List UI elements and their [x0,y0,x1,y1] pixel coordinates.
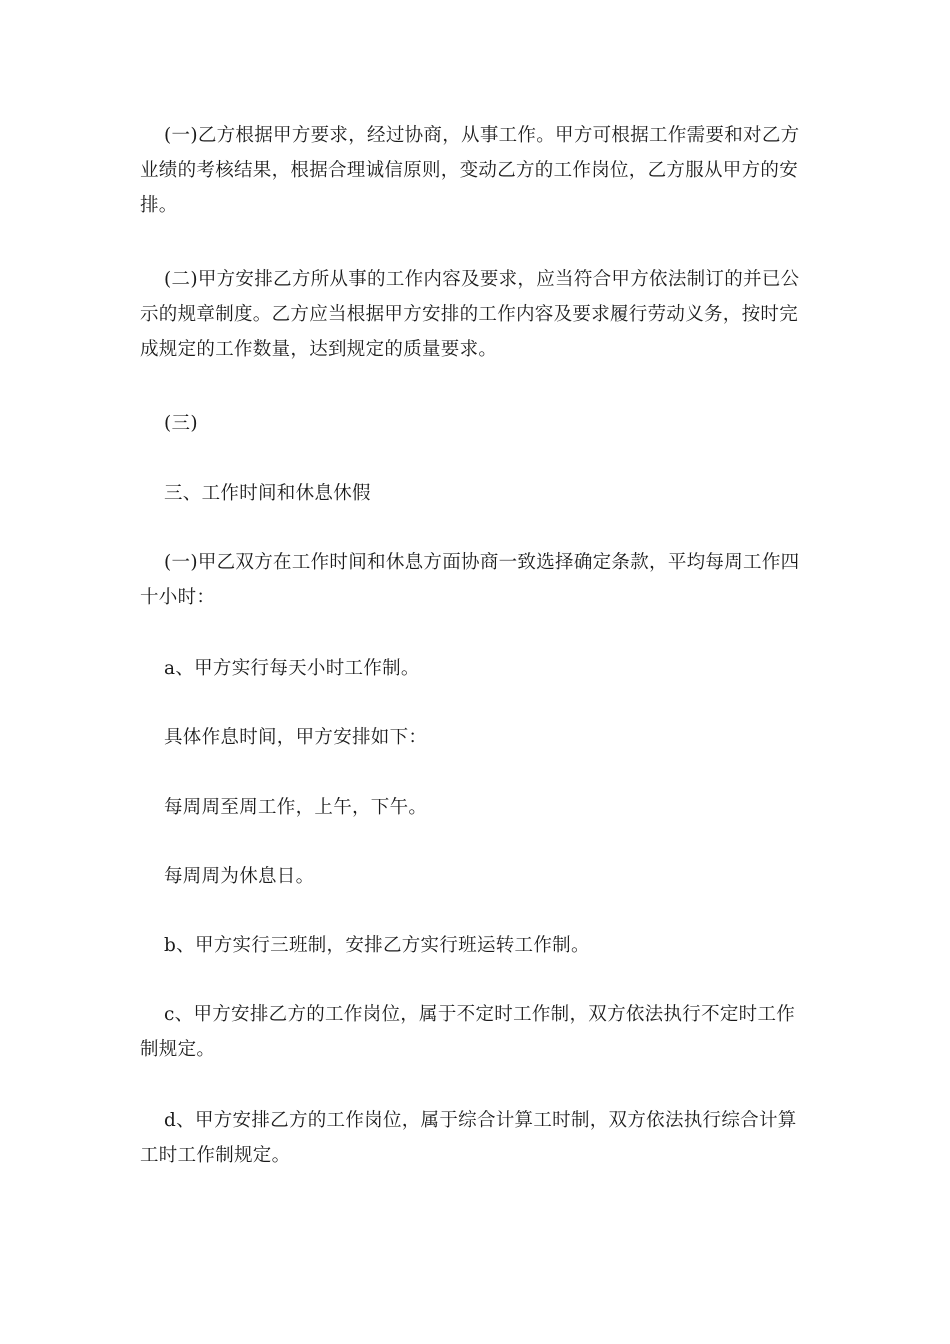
clause-1-1: (一)乙方根据甲方要求，经过协商，从事工作。甲方可根据工作需要和对乙方业绩的考核结果，根据合理诚信原则，变动乙方的工作岗位，乙方服从甲方的安排。 [140,125,800,216]
clause-3-1: (一)甲乙双方在工作时间和休息方面协商一致选择确定条款，平均每周工作四十小时： [140,552,800,608]
option-a: a、甲方实行每天小时工作制。 [164,658,420,679]
clause-1-2: (二)甲方安排乙方所从事的工作内容及要求，应当符合甲方依法制订的并已公示的规章制度。乙方应当根据甲方安排的工作内容及要求履行劳动义务，按时完成规定的工作数量，达到规定的质量要求。 [140,269,800,360]
schedule-rest-day: 每周周为休息日。 [164,866,315,887]
clause-1-3: (三) [164,413,198,434]
option-d: d、甲方安排乙方的工作岗位，属于综合计算工时制，双方依法执行综合计算工时工作制规定。 [140,1110,797,1166]
schedule-intro: 具体作息时间，甲方安排如下： [164,727,428,748]
schedule-weekdays: 每周周至周工作，上午，下午。 [164,797,428,818]
option-b: b、甲方实行三班制，安排乙方实行班运转工作制。 [164,935,590,956]
section-heading-work-hours: 三、工作时间和休息休假 [164,483,371,504]
option-c: c、甲方安排乙方的工作岗位，属于不定时工作制，双方依法执行不定时工作制规定。 [140,1004,796,1060]
